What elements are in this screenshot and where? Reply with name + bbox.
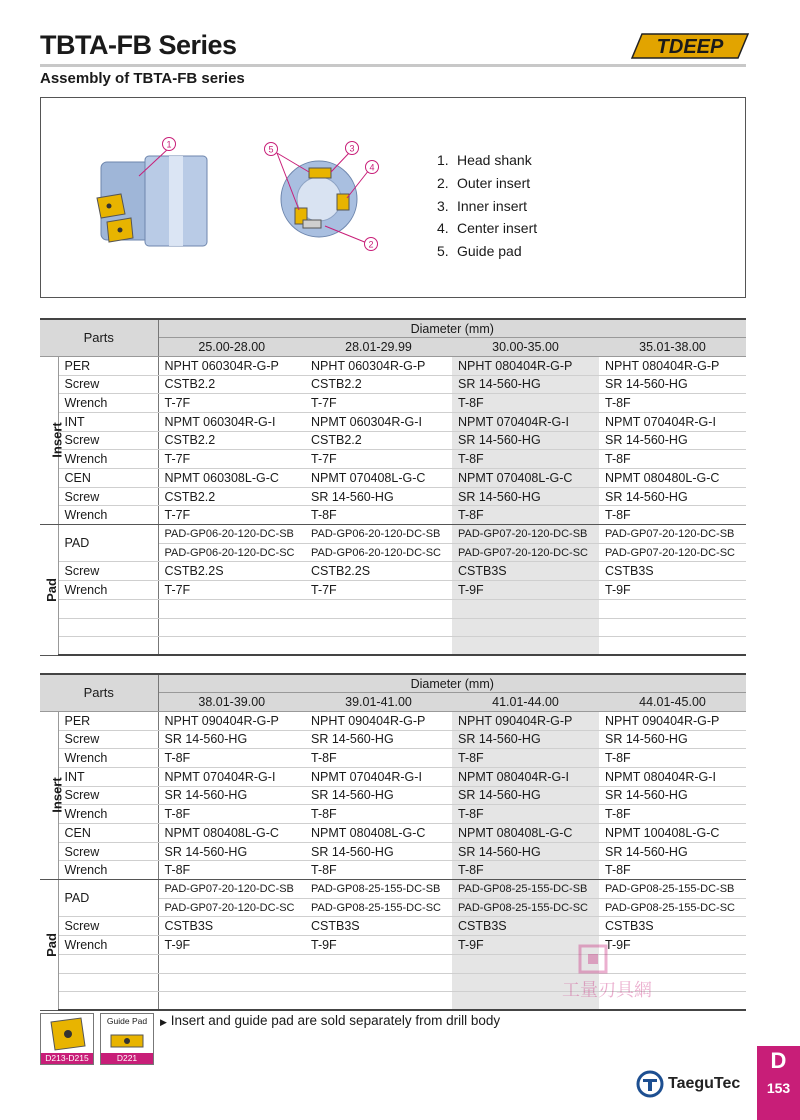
table-row <box>40 730 746 749</box>
table-cell: PAD-GP07-20-120-DC-SC <box>158 898 305 917</box>
table-cell: SR 14-560-HG <box>452 786 599 805</box>
table-cell: CSTB3S <box>599 917 746 936</box>
table-cell: NPMT 080480L-G-C <box>599 469 746 488</box>
parts-header: Parts <box>40 319 158 356</box>
insert-group-label: Insert <box>40 711 58 879</box>
table-row <box>40 412 746 431</box>
table-cell: NPMT 070404R-G-I <box>305 767 452 786</box>
legend-item: 2. Outer insert <box>437 174 531 191</box>
table-cell: PAD-GP06-20-120-DC-SC <box>158 543 305 562</box>
empty-cell <box>305 599 452 618</box>
table-cell: SR 14-560-HG <box>158 842 305 861</box>
table-cell: T-8F <box>452 749 599 768</box>
table-cell: T-8F <box>599 394 746 413</box>
empty-cell <box>158 973 305 992</box>
svg-text:工量刃具網: 工量刃具網 <box>562 980 652 1001</box>
table-cell: T-8F <box>452 805 599 824</box>
empty-cell <box>452 637 599 656</box>
table-cell: T-7F <box>158 581 305 600</box>
table-cell: T-8F <box>305 805 452 824</box>
table-cell: PAD-GP07-20-120-DC-SB <box>452 525 599 544</box>
guide-pad-icon <box>101 1029 153 1053</box>
table-cell: SR 14-560-HG <box>599 786 746 805</box>
part-name: Screw <box>58 431 158 450</box>
table-cell: CSTB3S <box>452 562 599 581</box>
table-cell: SR 14-560-HG <box>452 842 599 861</box>
table-cell: CSTB2.2S <box>305 562 452 581</box>
table-cell: T-8F <box>452 506 599 525</box>
assembly-illustration <box>41 98 421 297</box>
insert-group-label: Insert <box>40 356 58 524</box>
part-name: Wrench <box>58 581 158 600</box>
table-row <box>40 375 746 394</box>
table-cell: T-9F <box>452 936 599 955</box>
table-cell: T-8F <box>158 749 305 768</box>
table-cell: T-9F <box>599 581 746 600</box>
part-name: Wrench <box>58 805 158 824</box>
part-name: PER <box>58 356 158 375</box>
part-name: Screw <box>58 375 158 394</box>
empty-cell <box>158 954 305 973</box>
part-name: Wrench <box>58 450 158 469</box>
page-number: 153 <box>766 1080 791 1096</box>
table-cell: PAD-GP08-25-155-DC-SC <box>452 898 599 917</box>
guide-pad-reference-box[interactable] <box>100 1013 154 1065</box>
empty-cell <box>305 618 452 637</box>
table-cell: NPMT 080408L-G-C <box>158 824 305 843</box>
table-cell: T-8F <box>599 450 746 469</box>
empty-cell <box>158 992 305 1011</box>
empty-cell <box>58 637 158 656</box>
table-cell: NPHT 080404R-G-P <box>599 356 746 375</box>
table-cell: NPHT 090404R-G-P <box>452 711 599 730</box>
table-cell: NPHT 090404R-G-P <box>305 711 452 730</box>
table-cell: PAD-GP08-25-155-DC-SB <box>452 880 599 899</box>
diameter-column-header: 28.01-29.99 <box>305 338 452 357</box>
table-cell: T-8F <box>599 861 746 880</box>
table-cell: PAD-GP07-20-120-DC-SB <box>599 525 746 544</box>
table-row <box>40 786 746 805</box>
footnote <box>160 1013 500 1028</box>
part-name: PER <box>58 711 158 730</box>
table-cell: SR 14-560-HG <box>599 431 746 450</box>
svg-text:5: 5 <box>268 144 274 155</box>
guide-pad-front <box>303 220 321 228</box>
callout-4 <box>366 161 379 174</box>
table-cell: CSTB2.2 <box>305 431 452 450</box>
table-cell: T-8F <box>452 394 599 413</box>
part-name: Wrench <box>58 749 158 768</box>
part-name: Screw <box>58 917 158 936</box>
table-cell: T-7F <box>158 394 305 413</box>
empty-cell <box>452 599 599 618</box>
legend-item: 5. Guide pad <box>437 243 522 260</box>
table-cell: SR 14-560-HG <box>305 842 452 861</box>
empty-cell <box>305 992 452 1011</box>
logo-text: TDEEP <box>656 36 724 58</box>
table-cell: SR 14-560-HG <box>452 375 599 394</box>
table-cell: T-9F <box>305 936 452 955</box>
table-cell: PAD-GP08-25-155-DC-SB <box>305 880 452 899</box>
empty-cell <box>58 992 158 1011</box>
assembly-legend <box>437 149 537 263</box>
table-cell: NPHT 060304R-G-P <box>158 356 305 375</box>
empty-row <box>40 637 746 656</box>
table-cell: T-7F <box>158 450 305 469</box>
table-cell: T-8F <box>305 861 452 880</box>
table-cell: T-7F <box>158 506 305 525</box>
section-letter: D <box>770 1048 787 1073</box>
table-row <box>40 506 746 525</box>
part-name: Wrench <box>58 506 158 525</box>
table-row <box>40 469 746 488</box>
empty-cell <box>305 973 452 992</box>
watermark <box>532 944 682 1014</box>
table-cell: T-8F <box>158 861 305 880</box>
parts-header: Parts <box>40 674 158 711</box>
table-cell: CSTB2.2S <box>158 562 305 581</box>
empty-cell <box>158 599 305 618</box>
table-row <box>40 805 746 824</box>
table-row <box>40 711 746 730</box>
spec-table-1 <box>40 318 746 656</box>
table-cell: PAD-GP08-25-155-DC-SB <box>599 880 746 899</box>
table-cell: SR 14-560-HG <box>305 487 452 506</box>
part-name: Screw <box>58 786 158 805</box>
table-cell: T-8F <box>452 450 599 469</box>
part-name: Screw <box>58 842 158 861</box>
table-cell: NPMT 100408L-G-C <box>599 824 746 843</box>
part-name: INT <box>58 767 158 786</box>
legend-item: 4. Center insert <box>437 220 538 237</box>
part-name: Screw <box>58 730 158 749</box>
section-tab <box>757 1046 800 1120</box>
callout-3 <box>346 142 359 155</box>
svg-text:4: 4 <box>369 162 375 173</box>
pad-group-label: Pad <box>40 880 58 1011</box>
diameter-header: Diameter (mm) <box>158 319 746 338</box>
table-cell: T-9F <box>452 581 599 600</box>
pad-group-label: Pad <box>40 525 58 656</box>
table-cell: NPMT 070404R-G-I <box>599 412 746 431</box>
empty-cell <box>452 618 599 637</box>
empty-cell <box>305 954 452 973</box>
callout-line-5a <box>277 153 309 172</box>
table-cell: CSTB2.2 <box>305 375 452 394</box>
table-cell: SR 14-560-HG <box>599 375 746 394</box>
part-name: INT <box>58 412 158 431</box>
table-cell: PAD-GP07-20-120-DC-SB <box>158 880 305 899</box>
diameter-column-header: 44.01-45.00 <box>599 693 746 712</box>
guide-pad-label: Guide Pad <box>106 1016 148 1026</box>
empty-cell <box>58 973 158 992</box>
empty-row <box>40 599 746 618</box>
table-cell: PAD-GP07-20-120-DC-SC <box>599 543 746 562</box>
empty-cell <box>599 599 746 618</box>
svg-text:3: 3 <box>349 143 355 154</box>
table-cell: SR 14-560-HG <box>158 786 305 805</box>
table-row <box>40 581 746 600</box>
empty-cell <box>58 599 158 618</box>
table-row <box>40 917 746 936</box>
page-subtitle: Assembly of TBTA-FB series <box>40 70 245 87</box>
table-row <box>40 525 746 544</box>
part-name: PAD <box>58 880 158 917</box>
table-cell: PAD-GP07-20-120-DC-SC <box>452 543 599 562</box>
part-name: CEN <box>58 469 158 488</box>
callout-5 <box>265 143 278 156</box>
svg-text:1: 1 <box>166 139 172 150</box>
callout-1 <box>163 138 176 151</box>
table-cell: T-8F <box>452 861 599 880</box>
guide-pad-page-ref: D221 <box>101 1053 153 1064</box>
table-cell: PAD-GP08-25-155-DC-SC <box>599 898 746 917</box>
part-name: Screw <box>58 562 158 581</box>
table-cell: CSTB3S <box>452 917 599 936</box>
table-cell: SR 14-560-HG <box>452 487 599 506</box>
table-cell: SR 14-560-HG <box>452 431 599 450</box>
insert-page-ref: D213-D215 <box>41 1053 93 1064</box>
table-row <box>40 842 746 861</box>
table-cell: NPMT 070408L-G-C <box>452 469 599 488</box>
insert-reference-box[interactable] <box>40 1013 94 1065</box>
table-cell: SR 14-560-HG <box>452 730 599 749</box>
table-cell: T-7F <box>305 450 452 469</box>
table-cell: NPHT 090404R-G-P <box>599 711 746 730</box>
table-cell: NPMT 070408L-G-C <box>305 469 452 488</box>
table-cell: SR 14-560-HG <box>599 487 746 506</box>
table-cell: NPMT 060304R-G-I <box>305 412 452 431</box>
tdeep-logo <box>632 30 748 62</box>
inner-insert-front <box>337 194 349 210</box>
table-cell: SR 14-560-HG <box>599 842 746 861</box>
table-cell: SR 14-560-HG <box>158 730 305 749</box>
table-row <box>40 824 746 843</box>
diameter-column-header: 30.00-35.00 <box>452 338 599 357</box>
table-cell: T-9F <box>599 936 746 955</box>
table-row <box>40 767 746 786</box>
taegutec-logo-icon <box>636 1070 664 1098</box>
table-cell: NPMT 080404R-G-I <box>452 767 599 786</box>
part-name: Screw <box>58 487 158 506</box>
diameter-column-header: 41.01-44.00 <box>452 693 599 712</box>
title-rule <box>40 64 746 67</box>
table-cell: NPHT 080404R-G-P <box>452 356 599 375</box>
table-cell: NPHT 090404R-G-P <box>158 711 305 730</box>
table-cell: T-8F <box>599 506 746 525</box>
table-row <box>40 431 746 450</box>
table-cell: PAD-GP06-20-120-DC-SB <box>158 525 305 544</box>
table-cell: T-8F <box>599 805 746 824</box>
table-row <box>40 394 746 413</box>
diameter-column-header: 38.01-39.00 <box>158 693 305 712</box>
table-row <box>40 749 746 768</box>
table-cell: T-8F <box>305 749 452 768</box>
table-row <box>40 880 746 899</box>
table-row <box>40 861 746 880</box>
table-cell: CSTB2.2 <box>158 487 305 506</box>
table-cell: T-7F <box>305 394 452 413</box>
table-row <box>40 562 746 581</box>
table-cell: NPMT 080408L-G-C <box>305 824 452 843</box>
brand-name: TaeguTec <box>668 1075 741 1092</box>
table-cell: CSTB2.2 <box>158 375 305 394</box>
footnote-text: Insert and guide pad are sold separately from drill body <box>170 1013 501 1028</box>
legend-item: 3. Inner insert <box>437 197 528 214</box>
assembly-diagram <box>40 97 746 298</box>
table-cell: NPMT 080408L-G-C <box>452 824 599 843</box>
diameter-column-header: 25.00-28.00 <box>158 338 305 357</box>
empty-cell <box>599 618 746 637</box>
legend-item: 1. Head shank <box>437 152 532 168</box>
insert-icon <box>41 1014 93 1054</box>
empty-cell <box>158 637 305 656</box>
table-cell: NPHT 060304R-G-P <box>305 356 452 375</box>
page-title: TBTA-FB Series <box>40 30 237 60</box>
empty-cell <box>305 637 452 656</box>
table-row <box>40 450 746 469</box>
table-cell: T-8F <box>599 749 746 768</box>
callout-2 <box>365 238 378 251</box>
table-cell: SR 14-560-HG <box>305 786 452 805</box>
table-cell: T-8F <box>305 506 452 525</box>
table-cell: PAD-GP08-25-155-DC-SC <box>305 898 452 917</box>
empty-cell <box>158 618 305 637</box>
svg-text:2: 2 <box>368 239 374 250</box>
table-cell: CSTB3S <box>158 917 305 936</box>
triangle-bullet-icon: ▶ <box>160 1017 167 1027</box>
table-row <box>40 356 746 375</box>
part-name: Wrench <box>58 394 158 413</box>
table-cell: NPMT 070404R-G-I <box>158 767 305 786</box>
diameter-column-header: 39.01-41.00 <box>305 693 452 712</box>
table-cell: NPMT 070404R-G-I <box>452 412 599 431</box>
part-name: PAD <box>58 525 158 562</box>
table-cell: PAD-GP06-20-120-DC-SB <box>305 525 452 544</box>
empty-cell <box>599 637 746 656</box>
part-name: Wrench <box>58 936 158 955</box>
table-cell: T-9F <box>158 936 305 955</box>
table-cell: T-7F <box>305 581 452 600</box>
table-cell: SR 14-560-HG <box>599 730 746 749</box>
part-name: CEN <box>58 824 158 843</box>
taegutec-brand <box>636 1070 740 1098</box>
table-cell: SR 14-560-HG <box>305 730 452 749</box>
table-cell: PAD-GP06-20-120-DC-SC <box>305 543 452 562</box>
table-cell: CSTB2.2 <box>158 431 305 450</box>
table-cell: CSTB3S <box>305 917 452 936</box>
table-cell: CSTB3S <box>599 562 746 581</box>
table-row <box>40 487 746 506</box>
table-cell: NPMT 060304R-G-I <box>158 412 305 431</box>
part-name: Wrench <box>58 861 158 880</box>
diameter-header: Diameter (mm) <box>158 674 746 693</box>
table-cell: T-8F <box>158 805 305 824</box>
empty-cell <box>58 954 158 973</box>
diameter-column-header: 35.01-38.00 <box>599 338 746 357</box>
empty-cell <box>58 618 158 637</box>
empty-row <box>40 618 746 637</box>
table-cell: NPMT 080404R-G-I <box>599 767 746 786</box>
center-insert-front <box>309 168 331 178</box>
table-cell: NPMT 060308L-G-C <box>158 469 305 488</box>
